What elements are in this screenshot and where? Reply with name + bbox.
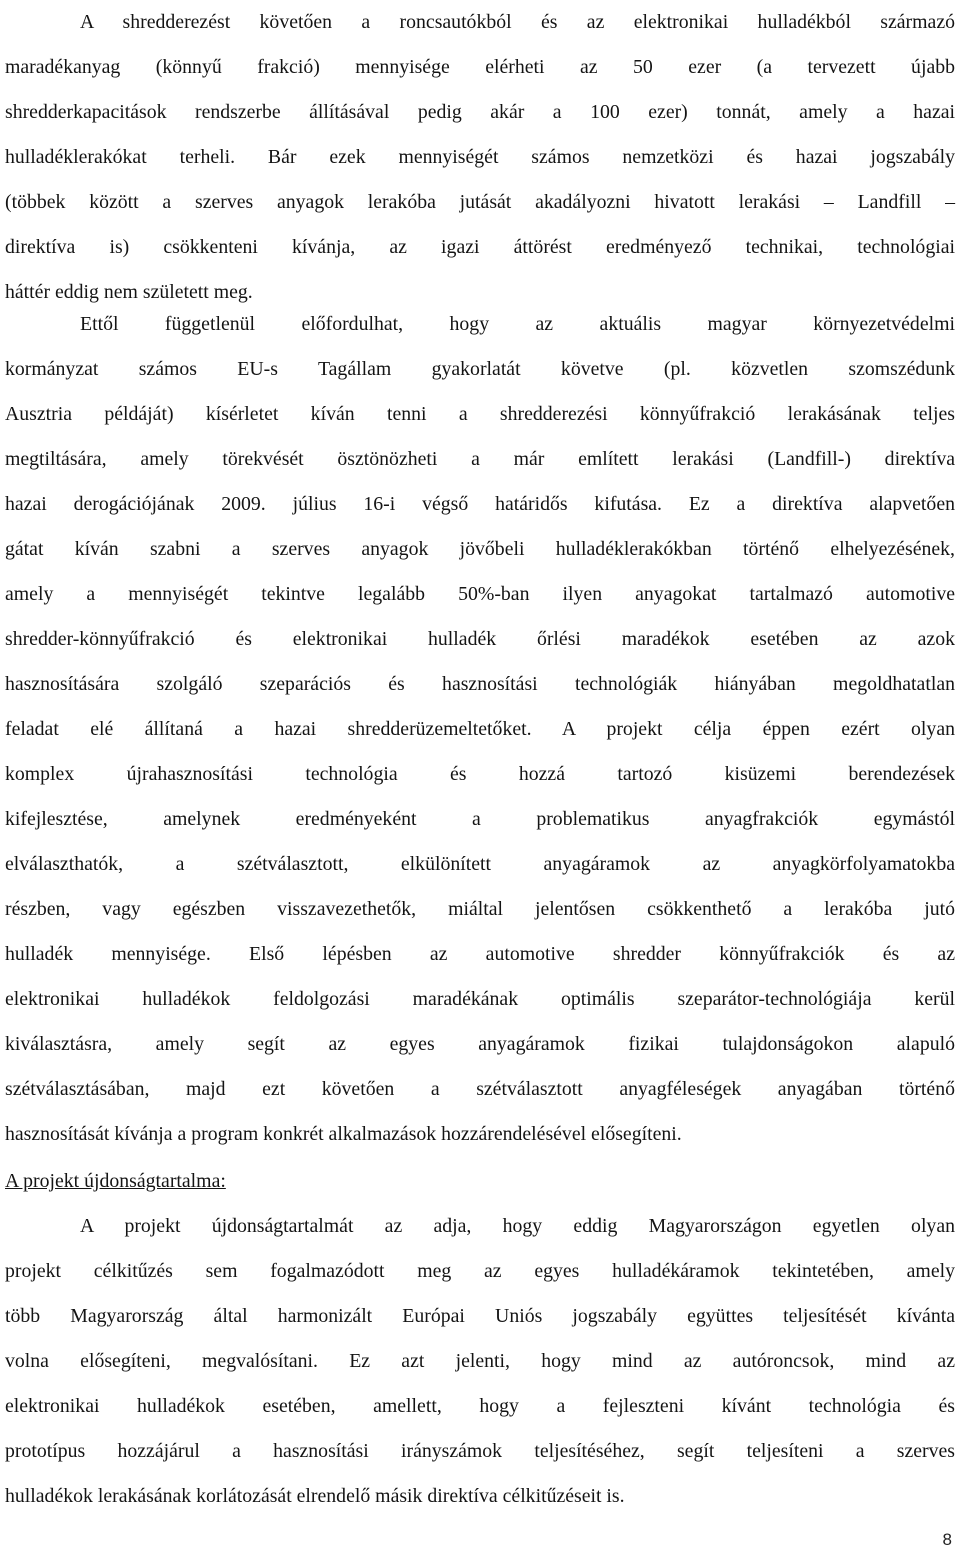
text-line: prototípus hozzájárul a hasznosítási irányszámok teljesítéséhez, segít teljesíteni a szerves	[5, 1440, 955, 1462]
text-line: direktíva is) csökkenteni kívánja, az igazi áttörést eredményező technikai, technológiai	[5, 236, 955, 258]
text-line: hasznosítását kívánja a program konkrét alkalmazások hozzárendelésével elősegíteni.	[5, 1123, 682, 1145]
text-line: projekt célkitűzés sem fogalmazódott meg az egyes hulladékáramok tekintetében, amely	[5, 1260, 955, 1282]
text-line: elválaszthatók, a szétválasztott, elkülönített anyagáramok az anyagkörfolyamatokba	[5, 853, 955, 875]
paragraph-landfill-intro	[5, 0, 955, 315]
text-line: hulladékok lerakásának korlátozását elrendelő másik direktíva célkitűzéseit is.	[5, 1485, 625, 1507]
text-line: A shredderezést követően a roncsautókból és az elektronikai hulladékból származó	[80, 11, 955, 33]
text-line: szétválasztásában, majd ezt követően a szétválasztott anyagféleségek anyagában történő	[5, 1078, 955, 1100]
text-line: hazai derogációjának 2009. július 16-i végső határidős kifutása. Ez a direktíva alapvetően	[5, 493, 955, 515]
text-line: részben, vagy egészben visszavezethetők, miáltal jelentősen csökkenthető a lerakóba jutó	[5, 898, 955, 920]
text-line: elektronikai hulladékok feldolgozási maradékának optimális szeparátor-technológiája kerül	[5, 988, 955, 1010]
text-line: kiválasztásra, amely segít az egyes anyagáramok fizikai tulajdonságokon alapuló	[5, 1033, 955, 1055]
text-line: kifejlesztése, amelynek eredményeként a problematikus anyagfrakciók egymástól	[5, 808, 955, 830]
text-line: Ausztria példáját) kísérletet kíván tenni a shredderezési könnyűfrakció lerakásának teljes	[5, 403, 955, 425]
paragraph-project-goal	[5, 302, 955, 1157]
text-line: több Magyarország által harmonizált Európai Uniós jogszabály együttes teljesítését kívánta	[5, 1305, 955, 1327]
text-line: komplex újrahasznosítási technológia és hozzá tartozó kisüzemi berendezések	[5, 763, 955, 785]
text-line: shredder-könnyűfrakció és elektronikai hulladék őrlési maradékok esetében az azok	[5, 628, 955, 650]
text-line: háttér eddig nem született meg.	[5, 281, 253, 303]
text-line: kormányzat számos EU-s Tagállam gyakorlatát követve (pl. közvetlen szomszédunk	[5, 358, 955, 380]
text-line: megtiltására, amely törekvését ösztönözheti a már említett lerakási (Landfill-) direktíva	[5, 448, 955, 470]
text-line: A projekt újdonságtartalmát az adja, hogy eddig Magyarországon egyetlen olyan	[80, 1215, 955, 1237]
text-line: maradékanyag (könnyű frakció) mennyisége elérheti az 50 ezer (a tervezett újabb	[5, 56, 955, 78]
text-line: hasznosítására szolgáló szeparációs és hasznosítási technológiák hiányában megoldhatatlan	[5, 673, 955, 695]
text-line: hulladék mennyisége. Első lépésben az automotive shredder könnyűfrakciók és az	[5, 943, 955, 965]
text-line: hulladéklerakókat terheli. Bár ezek mennyiségét számos nemzetközi és hazai jogszabály	[5, 146, 955, 168]
text-line: volna elősegíteni, megvalósítani. Ez azt jelenti, hogy mind az autóroncsok, mind az	[5, 1350, 955, 1372]
page-number: 8	[942, 1530, 952, 1549]
section-heading: A projekt újdonságtartalma:	[5, 1170, 226, 1192]
paragraph-novelty	[5, 1204, 955, 1519]
text-line: amely a mennyiségét tekintve legalább 50%-ban ilyen anyagokat tartalmazó automotive	[5, 583, 955, 605]
text-line: Ettől függetlenül előfordulhat, hogy az aktuális magyar környezetvédelmi	[80, 313, 955, 335]
text-line: (többek között a szerves anyagok lerakóba jutását akadályozni hivatott lerakási – Landfill –	[5, 191, 955, 213]
text-line: gátat kíván szabni a szerves anyagok jövőbeli hulladéklerakókban történő elhelyezésének,	[5, 538, 955, 560]
text-line: shredderkapacitások rendszerbe állításával pedig akár a 100 ezer) tonnát, amely a hazai	[5, 101, 955, 123]
text-line: feladat elé állítaná a hazai shredderüzemeltetőket. A projekt célja éppen ezért olyan	[5, 718, 955, 740]
text-line: elektronikai hulladékok esetében, amellett, hogy a fejleszteni kívánt technológia és	[5, 1395, 955, 1417]
